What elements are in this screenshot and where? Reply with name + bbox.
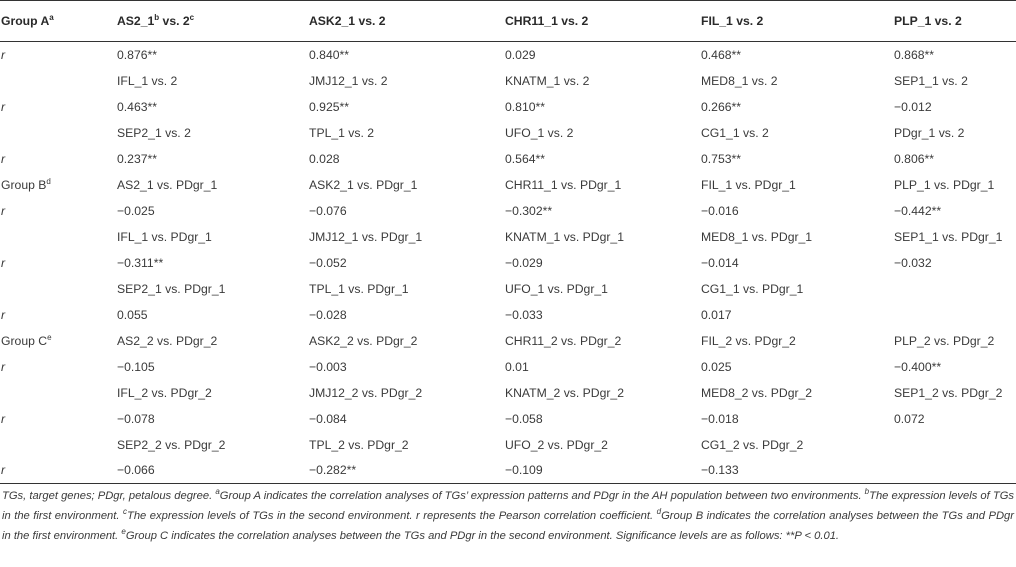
table-cell: 0.266** — [701, 99, 741, 114]
table-cell: SEP1_1 vs. 2 — [894, 73, 968, 88]
header-col-ask2: ASK2_1 vs. 2 — [309, 1, 505, 42]
table-cell: SEP2_1 vs. PDgr_1 — [117, 281, 226, 296]
row-label-r: r — [1, 359, 6, 374]
table-cell: −0.033 — [505, 307, 543, 322]
table-cell: UFO_1 vs. PDgr_1 — [505, 281, 608, 296]
table-cell: IFL_2 vs. PDgr_2 — [117, 385, 212, 400]
table-cell: PLP_1 vs. PDgr_1 — [894, 177, 995, 192]
table-cell: MED8_2 vs. PDgr_2 — [701, 385, 813, 400]
group-label: Group $B^d$ — [1, 176, 51, 192]
table-cell: 0.810** — [505, 99, 545, 114]
table-cell: KNATM_2 vs. PDgr_2 — [505, 385, 624, 400]
table-cell: 0.01 — [505, 359, 529, 374]
table-cell: 0.806** — [894, 151, 934, 166]
table-cell: JMJ12_1 vs. PDgr_1 — [309, 229, 423, 244]
table-cell — [894, 458, 1016, 484]
table-cell: TPL_2 vs. PDgr_2 — [309, 437, 409, 452]
table-cell: −0.003 — [309, 359, 347, 374]
table-cell: UFO_2 vs. PDgr_2 — [505, 437, 608, 452]
table-row — [0, 250, 1016, 276]
table-cell: JMJ12_2 vs. PDgr_2 — [309, 385, 423, 400]
table-cell: −0.028 — [309, 307, 347, 322]
table-body — [0, 42, 1016, 484]
table-cell: 0.876** — [117, 47, 157, 62]
table-cell: CG1_1 vs. 2 — [701, 125, 769, 140]
table-cell: 0.564** — [505, 151, 545, 166]
table-cell: SEP1_1 vs. PDgr_1 — [894, 229, 1003, 244]
table-cell: IFL_1 vs. 2 — [117, 73, 178, 88]
table-row — [0, 198, 1016, 224]
table-cell: −0.084 — [309, 411, 347, 426]
row-label-empty — [0, 224, 117, 250]
table-cell: 0.029 — [505, 47, 536, 62]
row-label-r: r — [1, 47, 6, 62]
table-row — [0, 380, 1016, 406]
row-label-empty — [0, 276, 117, 302]
table-row — [0, 94, 1016, 120]
row-label-empty — [0, 68, 117, 94]
table-cell: −0.052 — [309, 255, 347, 270]
table-row — [0, 406, 1016, 432]
table-cell: 0.237** — [117, 151, 157, 166]
table-cell: −0.032 — [894, 255, 932, 270]
group-label: Group Ce — [1, 332, 52, 348]
table-cell — [894, 302, 1016, 328]
table-cell: ASK2_1 vs. PDgr_1 — [309, 177, 418, 192]
table-cell: −0.302** — [505, 203, 553, 218]
table-row — [0, 458, 1016, 484]
table-cell: TPL_1 vs. PDgr_1 — [309, 281, 409, 296]
table-cell: −0.078 — [117, 411, 155, 426]
table-cell: JMJ12_1 vs. 2 — [309, 73, 388, 88]
row-label-r: r — [1, 307, 6, 322]
table-cell: 0.017 — [701, 307, 732, 322]
table-row — [0, 42, 1016, 68]
table-cell — [894, 432, 1016, 458]
table-cell: CG1_1 vs. PDgr_1 — [701, 281, 804, 296]
table-cell: −0.109 — [505, 458, 701, 484]
table-cell: 0.840** — [309, 47, 349, 62]
table-cell: AS2_1 vs. PDgr_1 — [117, 177, 218, 192]
table-row — [0, 328, 1016, 354]
row-label-r: r — [0, 458, 117, 484]
table-row — [0, 276, 1016, 302]
header-col-fil: FIL_1 vs. 2 — [701, 1, 894, 42]
table-cell: −0.105 — [117, 359, 155, 374]
table-row — [0, 146, 1016, 172]
table-cell: SEP2_2 vs. PDgr_2 — [117, 437, 226, 452]
table-row — [0, 120, 1016, 146]
table-row — [0, 354, 1016, 380]
table-cell: 0.028 — [309, 151, 340, 166]
table-cell: −0.311** — [117, 255, 164, 270]
row-label-r: r — [1, 151, 6, 166]
table-cell: −0.058 — [505, 411, 543, 426]
row-label-empty — [0, 380, 117, 406]
table-footnote: TGs, target genes; PDgr, petalous degree. $^a$Group A indicates the correlation analyses of TGs’ expression patterns and PDgr in the AH population between two environments. $^b$The expression levels of TGs in the first environment. $^c$The expression levels of TGs in the second environment. r represents the Pearson correlation coefficient. $^d$Group B indicates the correlation analyses between the TGs and PDgr in the first environment. $^e$Group C indicates the correlation analyses between the TGs and PDgr in the second environment. Significance levels are as follows: **P < 0.01. — [2, 487, 1015, 542]
table-cell: FIL_1 vs. PDgr_1 — [701, 177, 796, 192]
table-cell: FIL_2 vs. PDgr_2 — [701, 333, 796, 348]
table-cell: −0.014 — [701, 255, 739, 270]
table-cell: 0.072 — [894, 411, 925, 426]
table-cell: KNATM_1 vs. 2 — [505, 73, 590, 88]
table-cell: −0.442** — [894, 203, 942, 218]
table-cell: −0.029 — [505, 255, 543, 270]
table-cell: MED8_1 vs. 2 — [701, 73, 778, 88]
table-cell: 0.868** — [894, 47, 934, 62]
header-col-plp: PLP_1 vs. 2 — [894, 1, 1016, 42]
table-cell: SEP2_1 vs. 2 — [117, 125, 191, 140]
table-cell: −0.066 — [117, 458, 309, 484]
table-cell: KNATM_1 vs. PDgr_1 — [505, 229, 624, 244]
table-cell: SEP1_2 vs. PDgr_2 — [894, 385, 1003, 400]
table-cell: CHR11_2 vs. PDgr_2 — [505, 333, 622, 348]
table-cell: −0.400** — [894, 359, 942, 374]
table-cell: PLP_2 vs. PDgr_2 — [894, 333, 995, 348]
table-row — [0, 172, 1016, 198]
table-cell: CHR11_1 vs. PDgr_1 — [505, 177, 622, 192]
table-cell: 0.468** — [701, 47, 741, 62]
table-row — [0, 224, 1016, 250]
header-row — [0, 1, 1016, 42]
table-cell: −0.076 — [309, 203, 347, 218]
table-cell: AS2_2 vs. PDgr_2 — [117, 333, 218, 348]
table-row — [0, 68, 1016, 94]
table-cell: 0.463** — [117, 99, 157, 114]
header-col-as2: AS2_1$^b$ vs. 2$^c$ — [117, 1, 309, 42]
row-label-r: r — [1, 255, 6, 270]
table-cell: 0.055 — [117, 307, 148, 322]
table-cell: 0.025 — [701, 359, 732, 374]
table-cell: PDgr_1 vs. 2 — [894, 125, 965, 140]
row-label-r: r — [1, 99, 6, 114]
table-cell: 0.753** — [701, 151, 741, 166]
row-label-empty — [0, 432, 117, 458]
table-cell: ASK2_2 vs. PDgr_2 — [309, 333, 418, 348]
table-cell — [894, 276, 1016, 302]
table-row — [0, 432, 1016, 458]
table-cell: −0.018 — [701, 411, 739, 426]
table-cell: −0.012 — [894, 99, 932, 114]
header-col-chr11: CHR11_1 vs. 2 — [505, 1, 701, 42]
row-label-r: r — [1, 203, 6, 218]
table-cell: 0.925** — [309, 99, 349, 114]
table-cell: TPL_1 vs. 2 — [309, 125, 375, 140]
table-cell: −0.025 — [117, 203, 155, 218]
row-label-r: r — [1, 411, 6, 426]
table-cell: UFO_1 vs. 2 — [505, 125, 574, 140]
header-group-a: Group $A^a$ — [0, 1, 117, 42]
table-cell: MED8_1 vs. PDgr_1 — [701, 229, 813, 244]
table-cell: IFL_1 vs. PDgr_1 — [117, 229, 212, 244]
table-cell: CG1_2 vs. PDgr_2 — [701, 437, 804, 452]
table-cell: −0.282** — [309, 458, 505, 484]
table-row — [0, 302, 1016, 328]
table-cell: −0.016 — [701, 203, 739, 218]
table-cell: −0.133 — [701, 458, 894, 484]
row-label-empty — [0, 120, 117, 146]
